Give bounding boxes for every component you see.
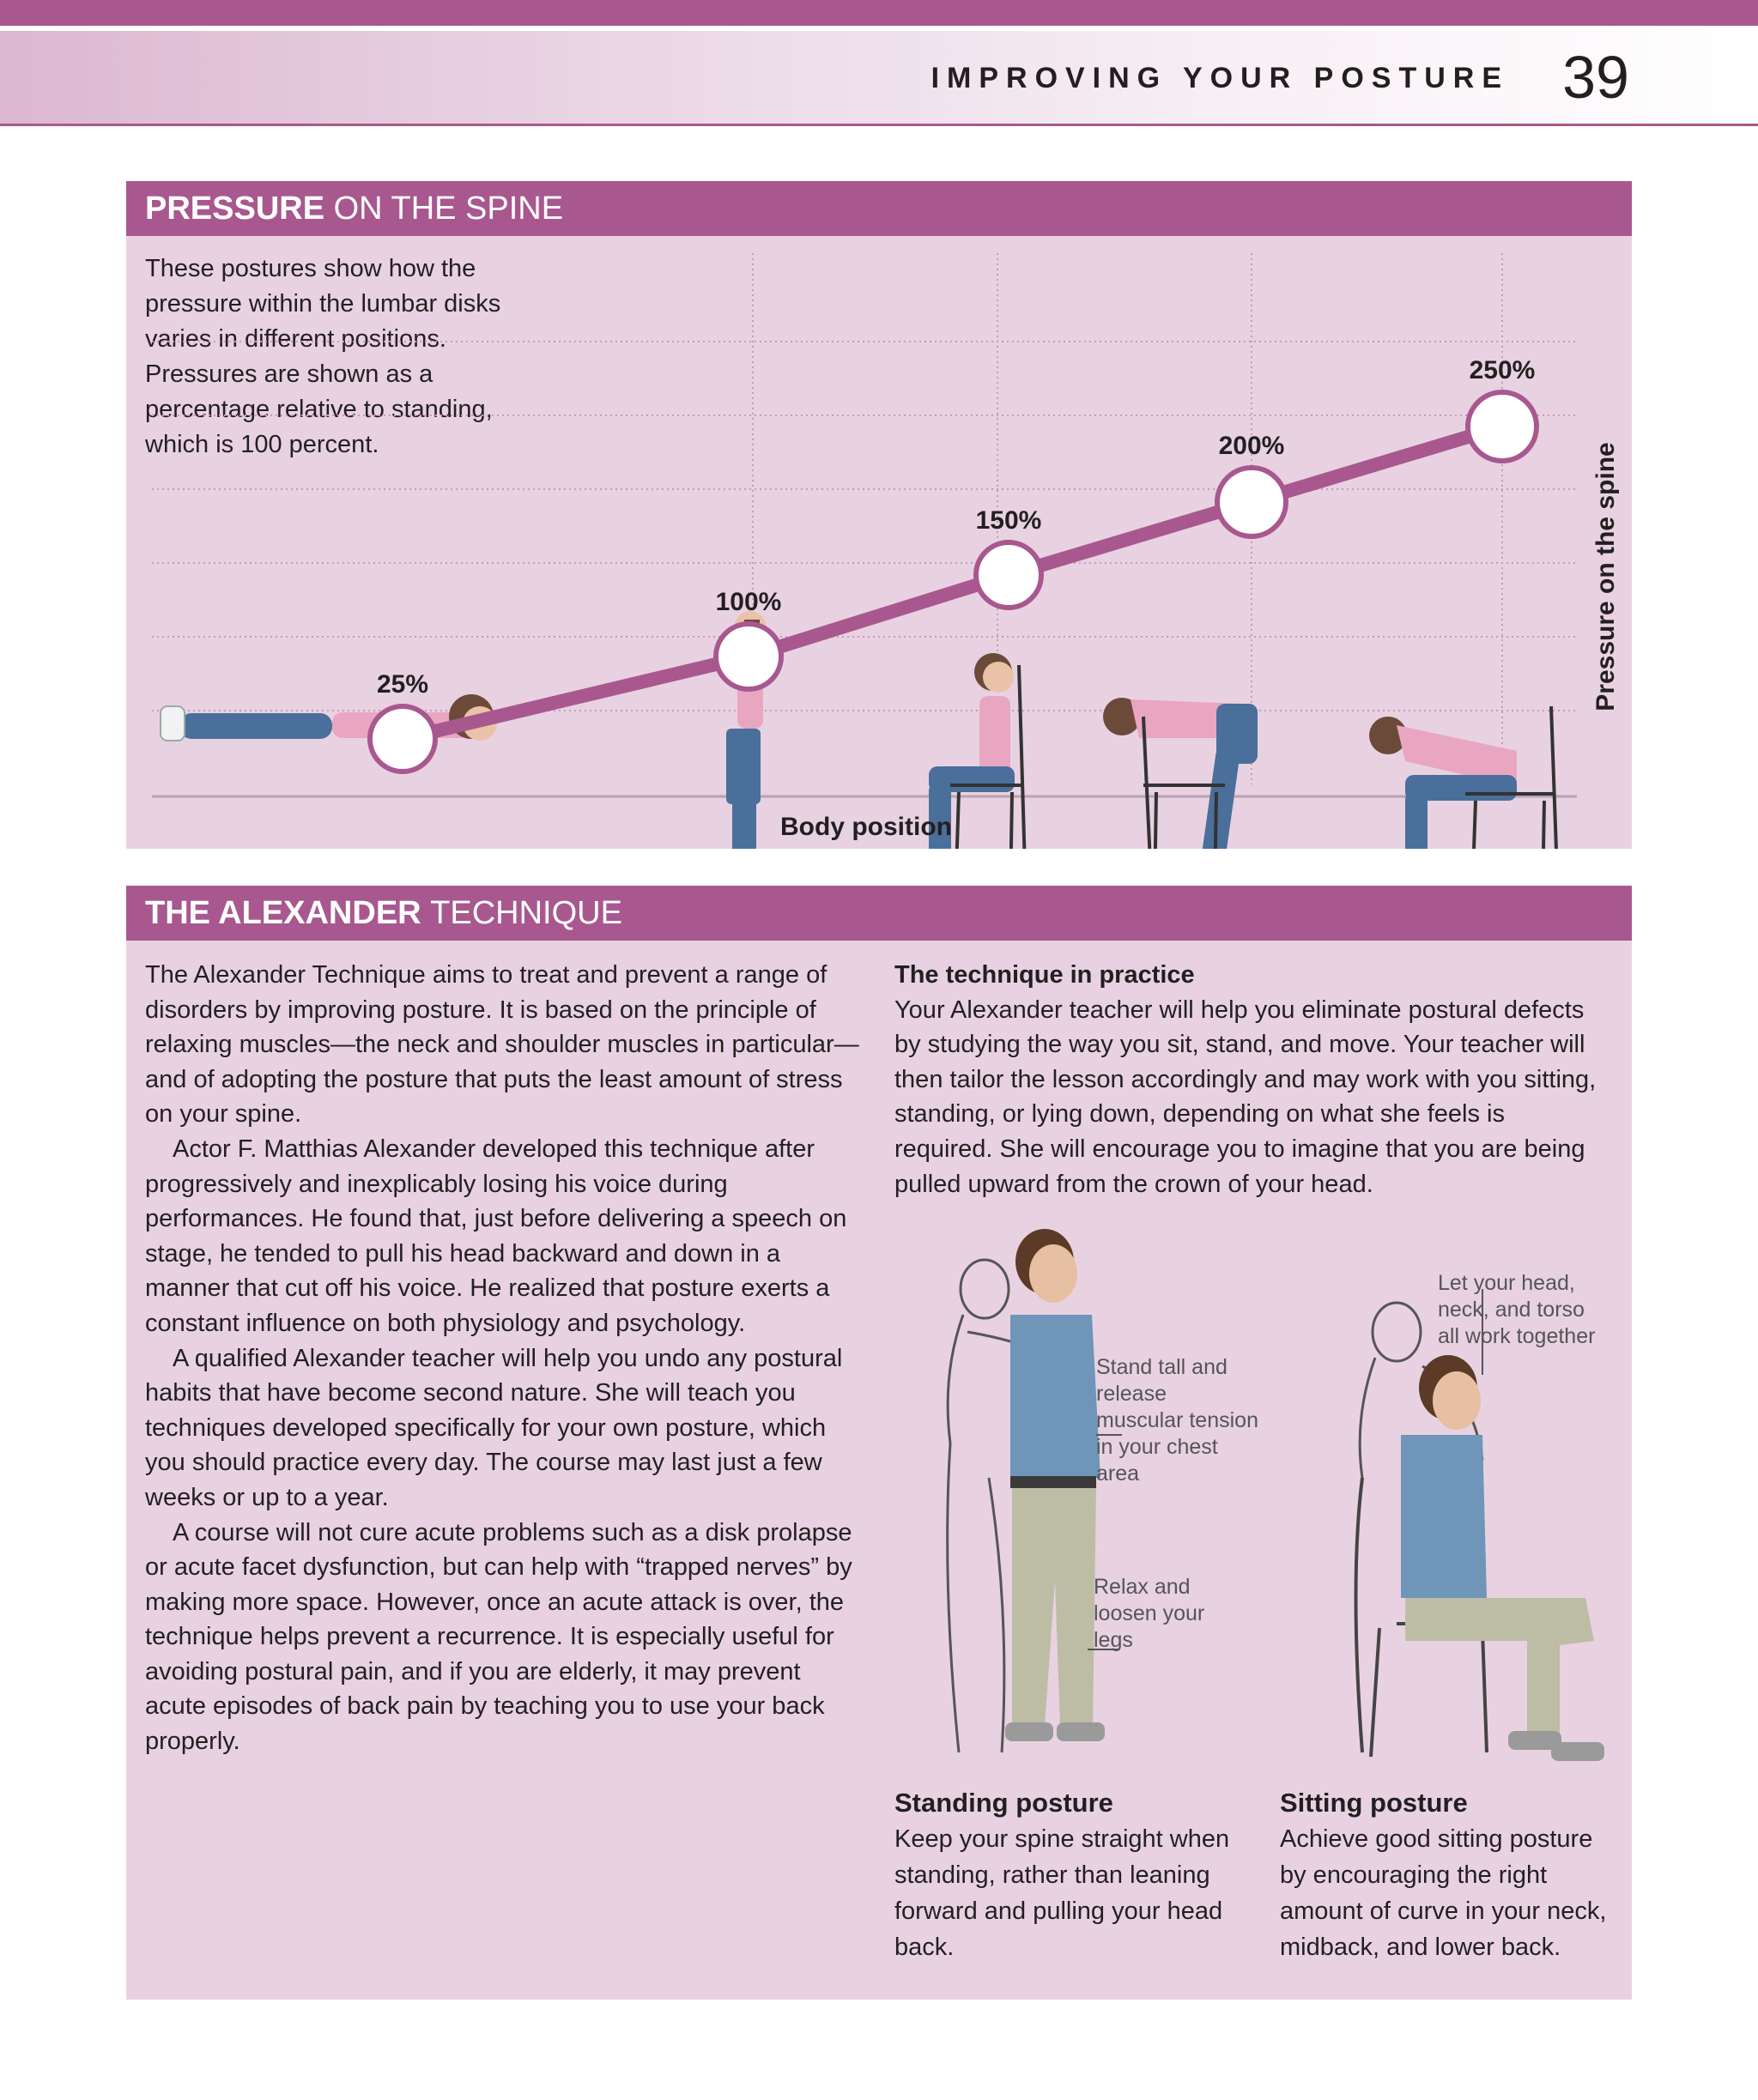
pressure-title-light: ON THE SPINE <box>333 191 564 227</box>
alexander-paragraph: The Alexander Technique aims to treat and prevent a range of disorders by improving posture. It is based on the principle of relaxing muscles—the neck and shoulder muscles in particular—and of adopting the posture that puts the least amount of stress on your spine. <box>145 961 859 1129</box>
alexander-paragraph: Actor F. Matthias Alexander developed this technique after progressively and inexplicably losing his voice during performances. He found that, just before delivering a speech on stage, he tended to pull his head backward and down in a manner that cut off his voice. He realized that posture exerts a constant influence on both physiology and psychology. <box>145 1135 847 1337</box>
alexander-panel <box>126 886 1632 2000</box>
section-title: IMPROVING YOUR POSTURE <box>931 62 1509 94</box>
standing-posture-text: Keep your spine straight when standing, rather than leaning forward and pulling your head back. <box>894 1825 1230 1961</box>
data-label: 150% <box>975 506 1042 535</box>
data-label: 250% <box>1469 356 1536 384</box>
sitting-posture-text: Achieve good sitting posture by encouraging the right amount of curve in your neck, midback, and lower back. <box>1280 1825 1607 1961</box>
data-label: 25% <box>376 670 429 699</box>
pressure-panel <box>126 181 1632 849</box>
standing-posture-illustration <box>948 1229 1122 1752</box>
sitting-posture-caption <box>1280 1785 1623 1965</box>
practice-section <box>894 958 1598 1201</box>
data-point <box>976 542 1041 608</box>
alexander-title-bold: THE ALEXANDER <box>145 895 421 931</box>
standing-posture-title: Standing posture <box>894 1788 1113 1818</box>
sitting-posture-illustration <box>1356 1289 1605 1761</box>
standing-posture-caption <box>894 1785 1238 1965</box>
alexander-body-text <box>145 958 866 1759</box>
practice-heading: The technique in practice <box>894 961 1195 989</box>
page-number: 39 <box>1562 44 1629 111</box>
data-label: 100% <box>715 588 782 616</box>
alexander-title-light: TECHNIQUE <box>430 895 622 931</box>
data-point <box>1468 392 1537 461</box>
figure-bending-standing <box>1103 698 1258 849</box>
practice-text: Your Alexander teacher will help you eliminate postural defects by studying the way you sit, stand, and move. Your teacher will then tailor the lesson accordingly and may work with you sitting, standing, or lying down, depending on what she feels is required. She will encourage you to imagine that you are being pulled upward from the crown of your head. <box>894 996 1597 1198</box>
data-point <box>1217 468 1286 536</box>
note-chest: Stand tall and release muscular tension in your chest area <box>1096 1355 1258 1486</box>
note-head: Let your head, neck, and torso all work together <box>1438 1271 1596 1348</box>
page-header <box>0 31 1758 126</box>
top-color-band <box>0 0 1758 26</box>
figure-bending-sitting <box>1369 706 1558 849</box>
data-point <box>716 624 781 689</box>
chart-x-axis-label: Body position <box>780 813 952 841</box>
pressure-intro: These postures show how the pressure within the lumbar disks varies in different positions. Pressures are shown as a percentage relative to standing, which is 100 percent. <box>145 255 501 458</box>
note-legs: Relax and loosen your legs <box>1094 1575 1205 1652</box>
alexander-paragraph: A course will not cure acute problems such as a disk prolapse or acute facet dysfunction, but can help with “trapped nerves” by making more space. However, once an acute attack is over, the technique helps prevent a recurrence. It is especially useful for avoiding postural pain, and if you are elderly, it may prevent acute episodes of back pain by teaching you to use your back properly. <box>145 1518 852 1756</box>
pressure-title-bold: PRESSURE <box>145 191 325 227</box>
chart-y-axis-label: Pressure on the spine <box>1591 442 1620 711</box>
data-label: 200% <box>1218 432 1285 460</box>
alexander-paragraph: A qualified Alexander teacher will help you undo any postural habits that have become second nature. She will teach you techniques developed specifically for your own posture, which you should practice every day. The course may last just a few weeks or up to a year. <box>145 1344 843 1511</box>
pressure-panel-title <box>126 181 1632 236</box>
pressure-series-line <box>403 427 1502 739</box>
pressure-chart <box>126 236 1632 849</box>
alexander-panel-title <box>126 886 1632 941</box>
sitting-posture-title: Sitting posture <box>1280 1788 1468 1818</box>
data-point <box>370 706 435 772</box>
